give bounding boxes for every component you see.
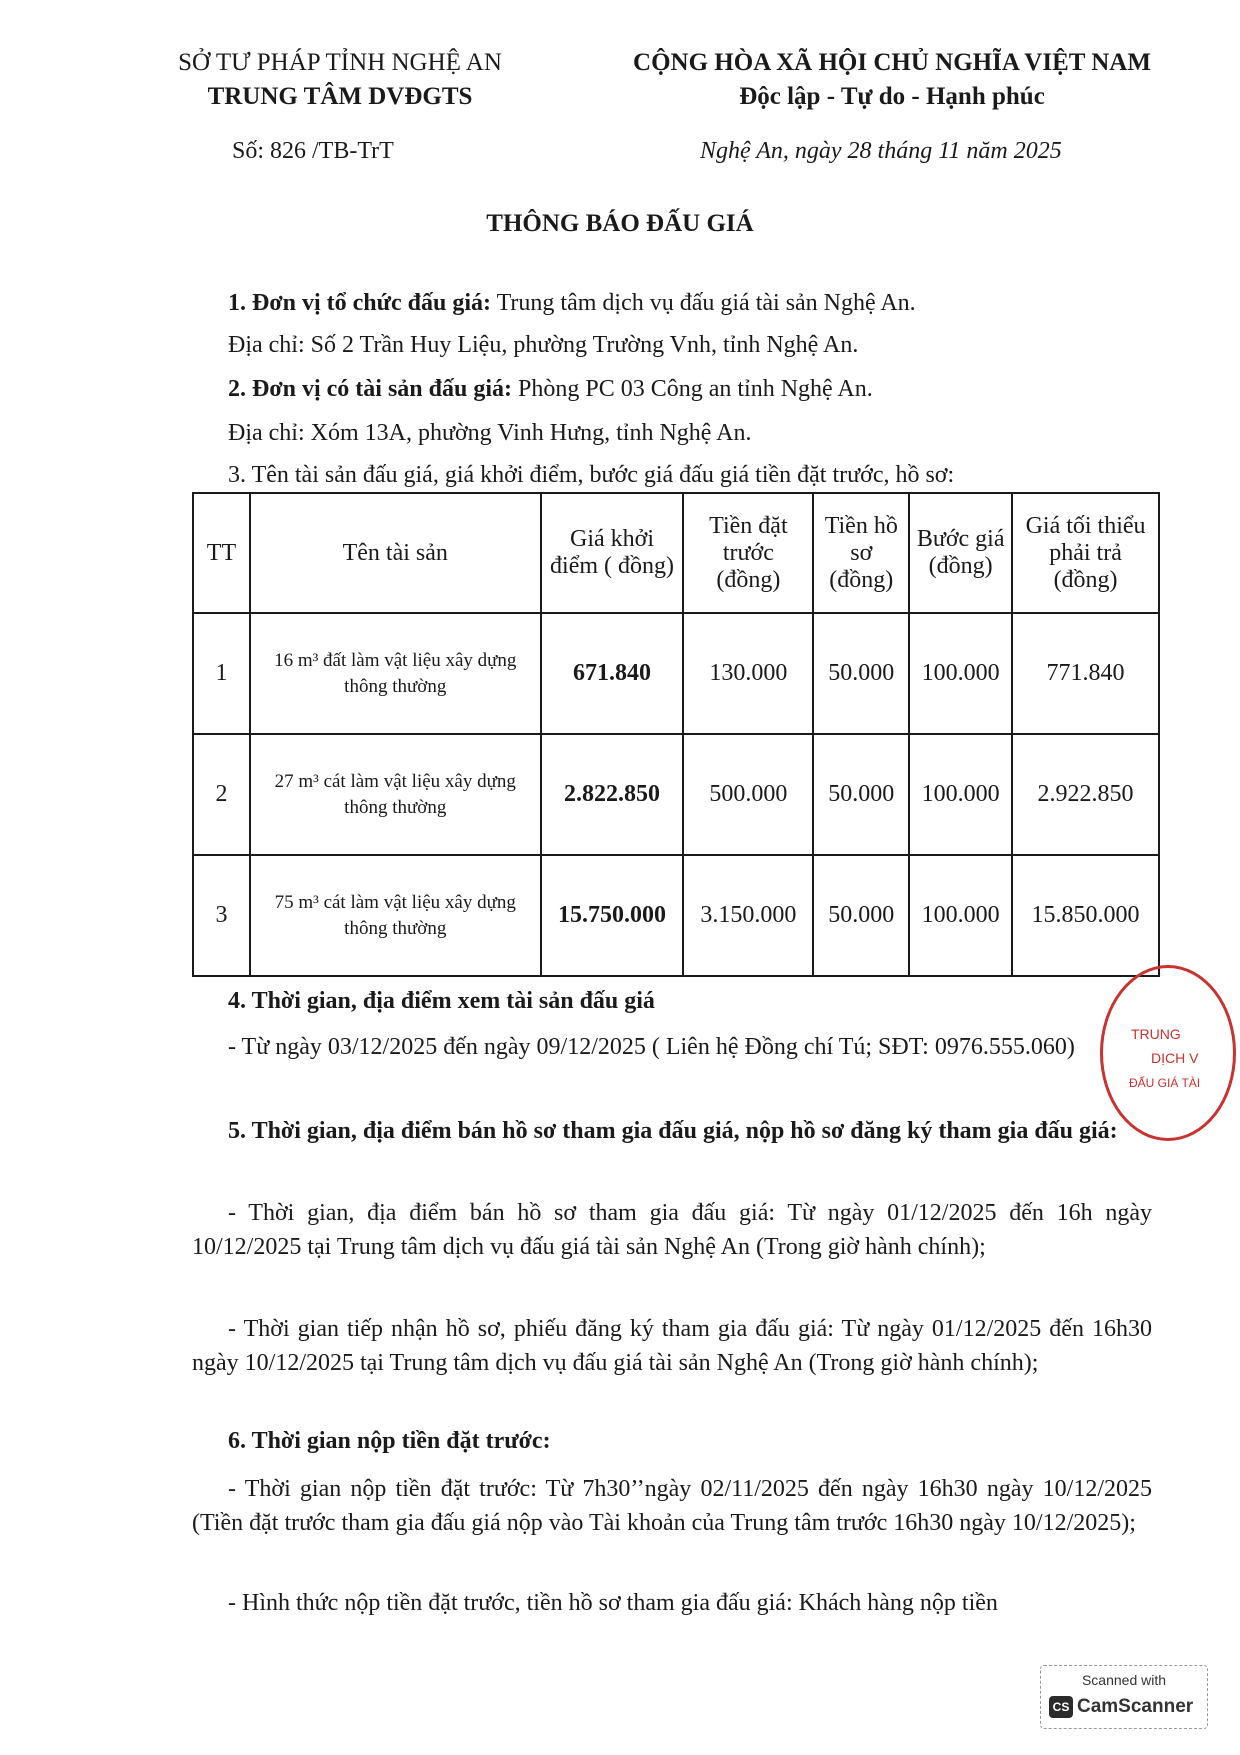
cell-fee: 50.000	[813, 613, 909, 734]
stamp-line1: TRUNG	[1131, 1026, 1181, 1042]
agency-header	[140, 46, 540, 114]
section5-paragraph-2: - Thời gian tiếp nhận hồ sơ, phiếu đăng ký tham gia đấu giá: Từ ngày 01/12/2025 đến 16h30 ngày 10/12/2025 tại Trung tâm dịch vụ đấu giá tài sản Nghệ An (Trong giờ hành chính);	[192, 1316, 1152, 1376]
section2-line	[228, 376, 873, 403]
scanner-caption: Scanned with	[1081, 1672, 1167, 1688]
section2-label: 2. Đơn vị có tài sản đấu giá:	[228, 376, 512, 402]
cell-fee: 50.000	[813, 855, 909, 976]
section3-label: 3. Tên tài sản đấu giá, giá khởi điểm, bước giá đấu giá tiền đặt trước, hồ sơ:	[228, 462, 955, 488]
table-row	[193, 855, 1159, 976]
cell-name: 27 m³ cát làm vật liệu xây dựng thông thường	[250, 734, 541, 855]
cell-start-price: 671.840	[541, 613, 684, 734]
document-title: THÔNG BÁO ĐẤU GIÁ	[486, 210, 754, 237]
cell-deposit: 500.000	[683, 734, 813, 855]
cell-fee: 50.000	[813, 734, 909, 855]
section6-paragraph-1: - Thời gian nộp tiền đặt trước: Từ 7h30’’ngày 02/11/2025 đến ngày 16h30 ngày 10/12/2025 (Tiền đặt trước tham gia đấu giá nộp vào Tài khoản của Trung tâm trước 16h30 ngày 10/12/2025);	[192, 1476, 1152, 1536]
table-row	[193, 613, 1159, 734]
stamp-line2: DỊCH V	[1151, 1050, 1199, 1066]
section1-value: Trung tâm dịch vụ đấu giá tài sản Nghệ An.	[491, 290, 916, 316]
col-header-deposit: Tiền đặt trước (đồng)	[683, 493, 813, 613]
cell-min-price: 2.922.850	[1012, 734, 1159, 855]
cell-name: 75 m³ cát làm vật liệu xây dựng thông thường	[250, 855, 541, 976]
cell-tt: 2	[193, 734, 250, 855]
section5-label: 5. Thời gian, địa điểm bán hồ sơ tham gia đấu giá, nộp hồ sơ đăng ký tham gia đấu giá:	[228, 1118, 1118, 1144]
col-header-min-price: Giá tối thiểu phải trả (đồng)	[1012, 493, 1159, 613]
asset-table	[192, 492, 1160, 977]
table-row	[193, 734, 1159, 855]
cell-start-price: 2.822.850	[541, 734, 684, 855]
cell-min-price: 15.850.000	[1012, 855, 1159, 976]
col-header-step: Bước giá (đồng)	[909, 493, 1012, 613]
col-header-tt: TT	[193, 493, 250, 613]
cell-tt: 3	[193, 855, 250, 976]
cell-name: 16 m³ đất làm vật liệu xây dựng thông thường	[250, 613, 541, 734]
cell-start-price: 15.750.000	[541, 855, 684, 976]
section1-address: Địa chỉ: Số 2 Trần Huy Liệu, phường Trường Vnh, tỉnh Nghệ An.	[228, 332, 859, 358]
nation-header	[592, 46, 1192, 114]
section2-value: Phòng PC 03 Công an tỉnh Nghệ An.	[512, 376, 873, 402]
cell-step: 100.000	[909, 855, 1012, 976]
document-number: Số: 826 /TB-TrT	[232, 138, 394, 164]
section6-label: 6. Thời gian nộp tiền đặt trước:	[228, 1428, 551, 1454]
scanner-brand: CamScanner	[1077, 1696, 1194, 1717]
cell-deposit: 3.150.000	[683, 855, 813, 976]
col-header-name: Tên tài sản	[250, 493, 541, 613]
place-date: Nghệ An, ngày 28 tháng 11 năm 2025	[700, 138, 1062, 164]
cell-step: 100.000	[909, 613, 1012, 734]
cell-deposit: 130.000	[683, 613, 813, 734]
nation-line2: Độc lập - Tự do - Hạnh phúc	[739, 83, 1045, 110]
section4-label: 4. Thời gian, địa điểm xem tài sản đấu giá	[228, 988, 655, 1014]
section5-paragraph-1: - Thời gian, địa điểm bán hồ sơ tham gia đấu giá: Từ ngày 01/12/2025 đến 16h ngày 10/12/2025 tại Trung tâm dịch vụ đấu giá tài sản Nghệ An (Trong giờ hành chính);	[192, 1200, 1152, 1260]
section2-address: Địa chỉ: Xóm 13A, phường Vinh Hưng, tỉnh Nghệ An.	[228, 420, 752, 446]
agency-line2: TRUNG TÂM DVĐGTS	[207, 83, 473, 110]
section1-label: 1. Đơn vị tổ chức đấu giá:	[228, 290, 492, 316]
section4-paragraph: - Từ ngày 03/12/2025 đến ngày 09/12/2025 ( Liên hệ Đồng chí Tú; SĐT: 0976.555.060)	[228, 1034, 1075, 1060]
section6-paragraph-2: - Hình thức nộp tiền đặt trước, tiền hồ sơ tham gia đấu giá: Khách hàng nộp tiền	[228, 1590, 998, 1616]
camscanner-logo-icon: CS	[1049, 1696, 1073, 1718]
col-header-fee: Tiền hồ sơ (đồng)	[813, 493, 909, 613]
nation-line1: CỘNG HÒA XÃ HỘI CHỦ NGHĨA VIỆT NAM	[633, 49, 1151, 76]
cell-step: 100.000	[909, 734, 1012, 855]
agency-line1: SỞ TƯ PHÁP TỈNH NGHỆ AN	[178, 49, 502, 76]
section1-line	[228, 290, 916, 317]
cell-tt: 1	[193, 613, 250, 734]
camscanner-badge	[1040, 1665, 1208, 1729]
stamp-line3: ĐẤU GIÁ TÀI	[1129, 1076, 1201, 1090]
table-header-row	[193, 493, 1159, 613]
col-header-start-price: Giá khởi điểm ( đồng)	[541, 493, 684, 613]
cell-min-price: 771.840	[1012, 613, 1159, 734]
red-seal-stamp	[1100, 965, 1236, 1141]
